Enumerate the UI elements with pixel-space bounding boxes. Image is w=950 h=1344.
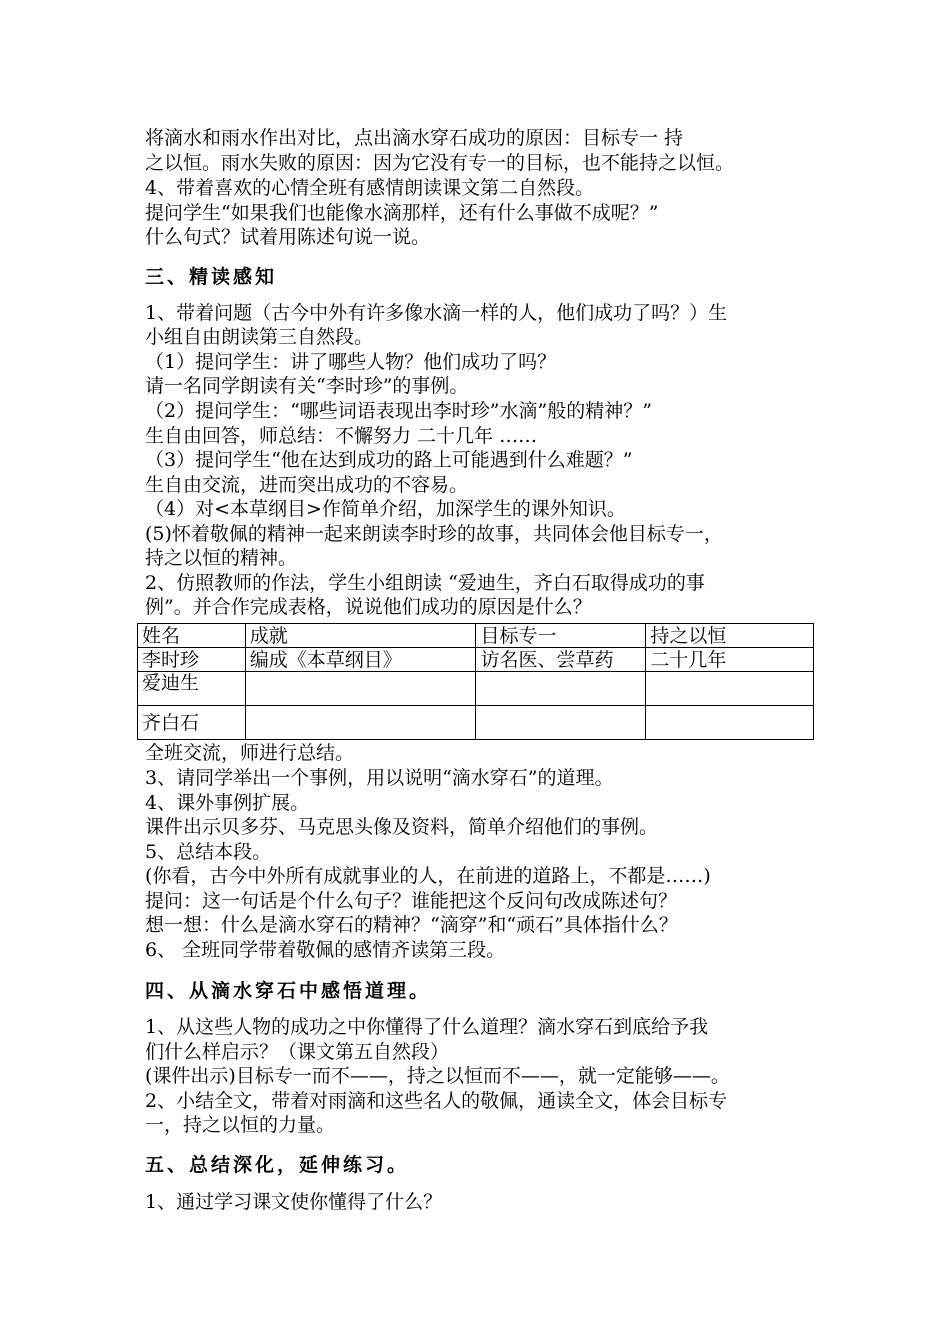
- paragraph-line: 2、仿照教师的作法，学生小组朗读 “爱迪生，齐白石取得成功的事: [145, 572, 705, 594]
- table-cell: [476, 672, 646, 706]
- section-heading-5: 五、总结深化，延伸练习。: [145, 1154, 410, 1176]
- paragraph-line: 想一想：什么是滴水穿石的精神？“滴穿”和“顽石”具体指什么？: [145, 914, 678, 936]
- paragraph-line: (你看，古今中外所有成就事业的人，在前进的道路上，不都是……): [145, 865, 711, 887]
- table-cell: 编成《本草纲目》: [245, 648, 476, 672]
- table-cell: 李时珍: [138, 648, 246, 672]
- table-cell: [476, 706, 646, 740]
- achievement-table: [137, 623, 814, 740]
- table-header-cell: 持之以恒: [646, 624, 814, 648]
- paragraph-line: 1、通过学习课文使你懂得了什么？: [145, 1191, 443, 1213]
- paragraph-line: 3、请同学举出一个事例，用以说明“滴水穿石”的道理。: [145, 767, 614, 789]
- table-cell: 二十几年: [646, 648, 814, 672]
- paragraph-line: 1、带着问题（古今中外有许多像水滴一样的人，他们成功了吗？）生: [145, 302, 728, 324]
- paragraph-line: (5)怀着敬佩的精神一起来朗读李时珍的故事，共同体会他目标专一，: [145, 523, 723, 545]
- paragraph-line: (课件出示)目标专一而不——，持之以恒而不——，就一定能够——。: [145, 1065, 730, 1087]
- paragraph-line: （3）提问学生“他在达到成功的路上可能遇到什么难题？”: [145, 449, 633, 471]
- table-header-cell: 姓名: [138, 624, 246, 648]
- paragraph-line: 生自由交流，进而突出成功的不容易。: [145, 474, 469, 496]
- paragraph-line: 提问学生“如果我们也能像水滴那样，还有什么事做不成呢？”: [145, 202, 659, 224]
- paragraph-line: 持之以恒的精神。: [145, 547, 298, 569]
- table-header-cell: 成就: [245, 624, 476, 648]
- paragraph-line: （4）对<本草纲目>作简单介绍，加深学生的课外知识。: [145, 498, 626, 520]
- paragraph-line: 一，持之以恒的力量。: [145, 1114, 336, 1136]
- paragraph-line: 1、从这些人物的成功之中你懂得了什么道理？滴水穿石到底给予我: [145, 1016, 709, 1038]
- table-header-row: [138, 624, 814, 648]
- paragraph-line: 之以恒。雨水失败的原因：因为它没有专一的目标，也不能持之以恒。: [145, 152, 735, 174]
- table-cell: 爱迪生: [138, 672, 246, 706]
- paragraph-line: 2、小结全文，带着对雨滴和这些名人的敬佩，通读全文，体会目标专: [145, 1090, 728, 1112]
- paragraph-line: 小组自由朗读第三自然段。: [145, 326, 374, 348]
- paragraph-line: 请一名同学朗读有关“李时珍”的事例。: [145, 375, 469, 397]
- paragraph-line: 将滴水和雨水作出对比，点出滴水穿石成功的原因：目标专一 持: [145, 127, 684, 149]
- paragraph-line: （2）提问学生：“哪些词语表现出李时珍”水滴”般的精神？”: [145, 400, 652, 422]
- paragraph-line: 5、总结本段。: [145, 841, 272, 863]
- paragraph-line: 提问：这一句话是个什么句子？谁能把这个反问句改成陈述句？: [145, 890, 678, 912]
- paragraph-line: （1）提问学生：讲了哪些人物？他们成功了吗？: [145, 351, 557, 373]
- section-heading-4: 四、从滴水穿石中感悟道理。: [145, 980, 432, 1002]
- paragraph-line: 生自由回答，师总结：不懈努力 二十几年 ……: [145, 425, 538, 447]
- paragraph-line: 4、课外事例扩展。: [145, 792, 310, 814]
- table-row: [138, 706, 814, 740]
- table-cell: [245, 706, 476, 740]
- paragraph-line: 6、 全班同学带着敬佩的感情齐读第三段。: [145, 939, 506, 961]
- paragraph-line: 全班交流，师进行总结。: [145, 742, 355, 764]
- table-header-cell: 目标专一: [476, 624, 646, 648]
- table-row: [138, 672, 814, 706]
- paragraph-line: 4、带着喜欢的心情全班有感情朗读课文第二自然段。: [145, 177, 595, 199]
- table-cell: [646, 706, 814, 740]
- table-cell: [245, 672, 476, 706]
- section-heading-3: 三、精读感知: [145, 266, 278, 288]
- table-cell: 齐白石: [138, 706, 246, 740]
- paragraph-line: 们什么样启示？（课文第五自然段）: [145, 1041, 450, 1063]
- paragraph-line: 课件出示贝多芬、马克思头像及资料，简单介绍他们的事例。: [145, 816, 659, 838]
- table-cell: [646, 672, 814, 706]
- paragraph-line: 例”。并合作完成表格，说说他们成功的原因是什么？: [145, 596, 592, 618]
- table-cell: 访名医、尝草药: [476, 648, 646, 672]
- table-row: [138, 648, 814, 672]
- paragraph-line: 什么句式？试着用陈述句说一说。: [145, 226, 431, 248]
